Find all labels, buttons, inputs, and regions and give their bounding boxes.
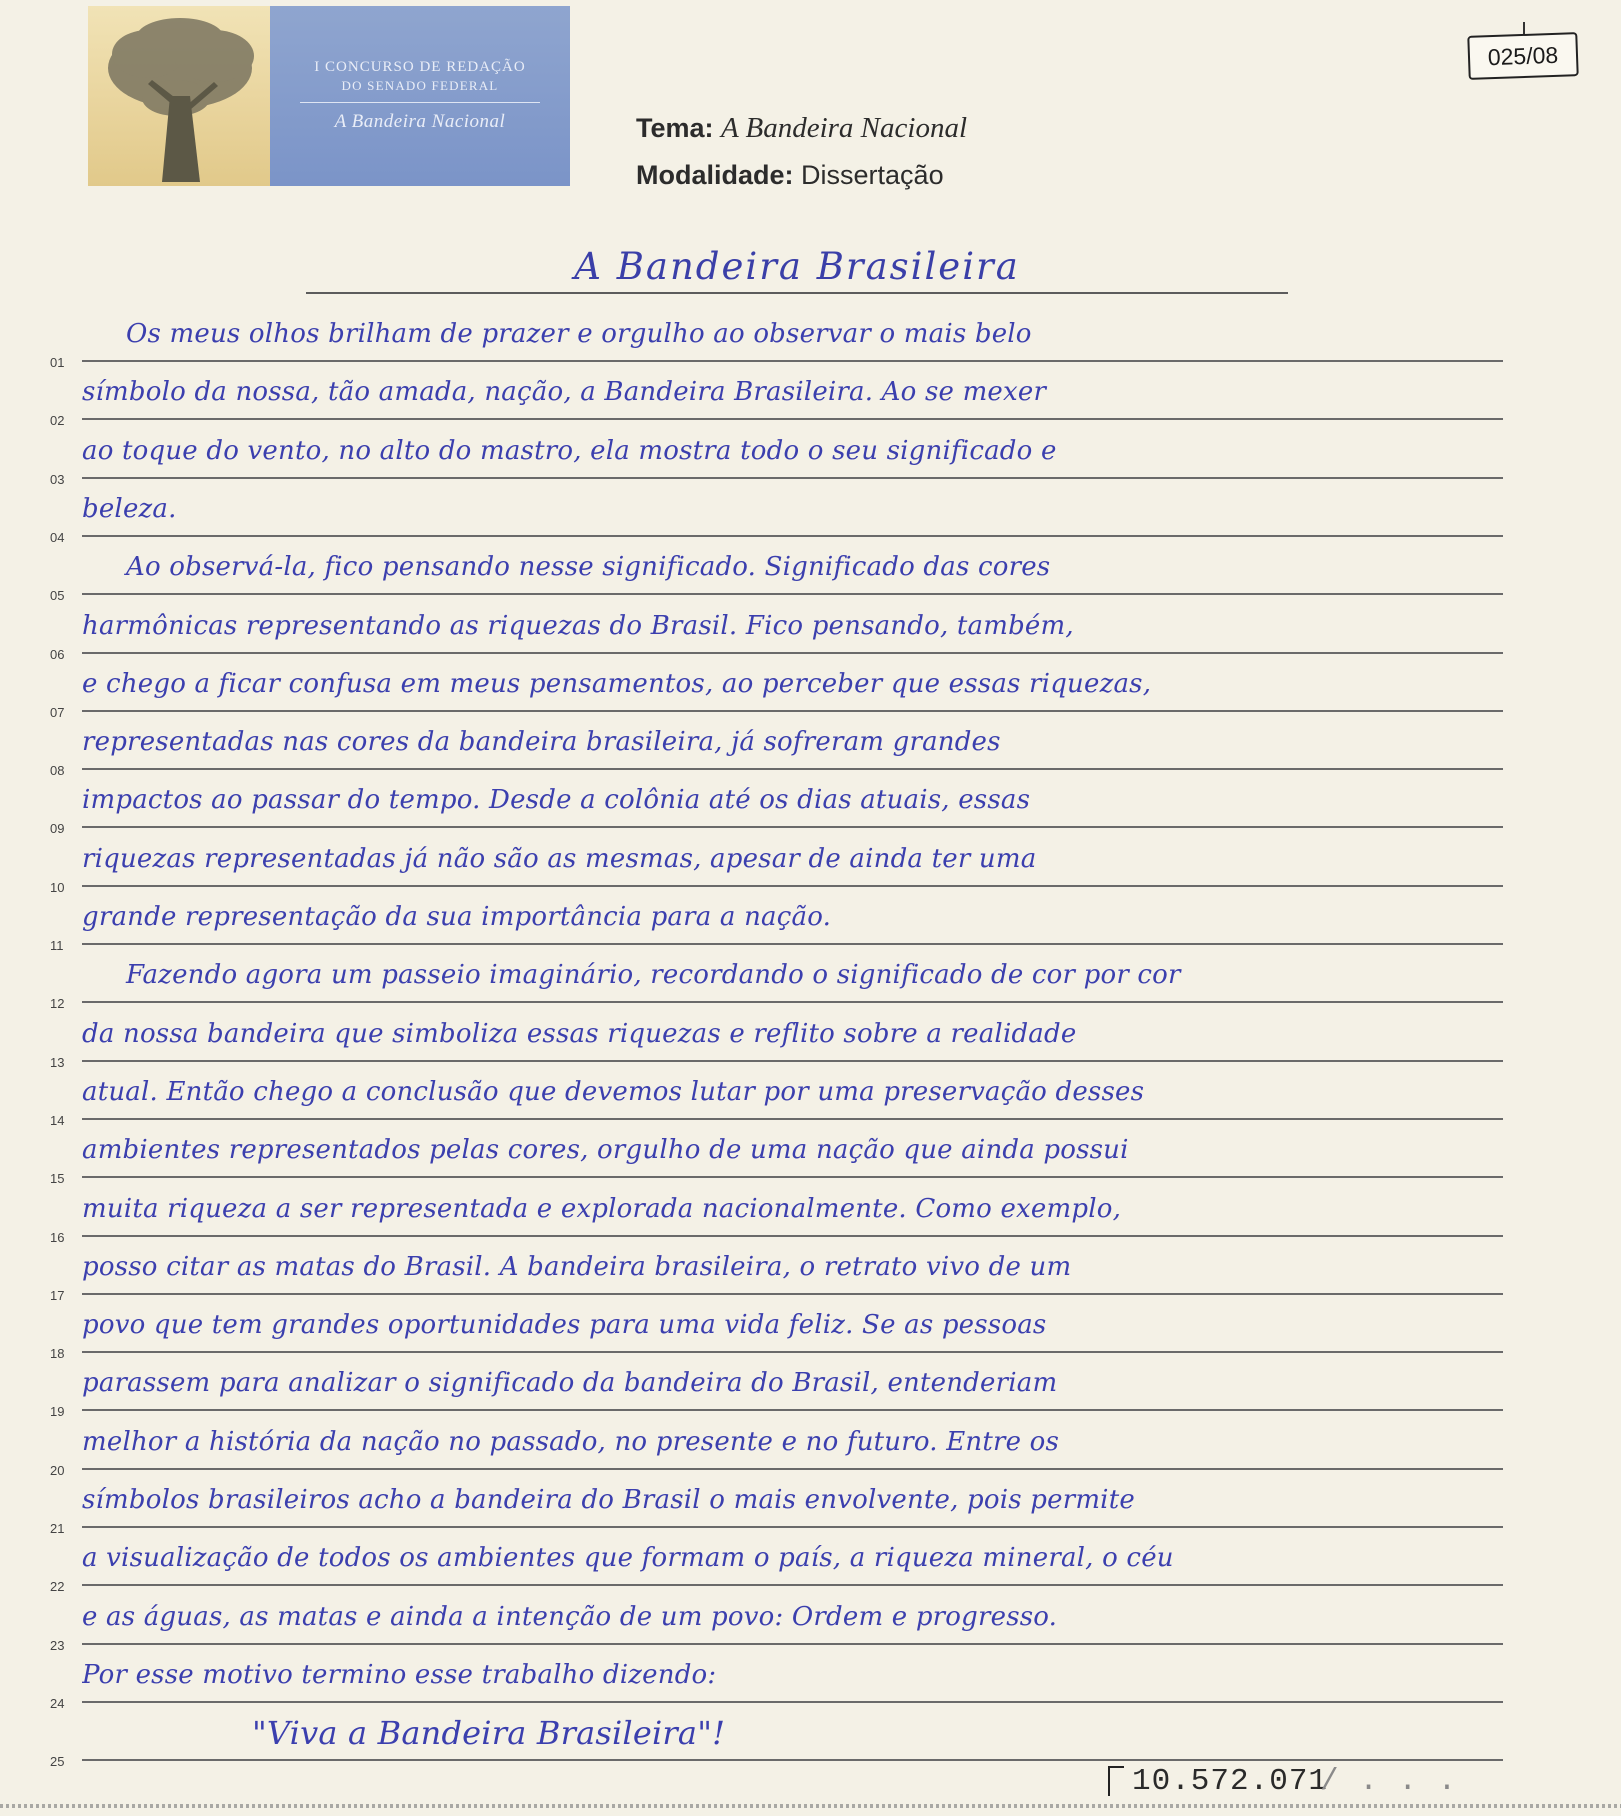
line-text: e as águas, as matas e ainda a intenção de um povo: Ordem e progresso. xyxy=(82,1601,1058,1632)
logo-theme: A Bandeira Nacional xyxy=(334,111,506,132)
line-number: 02 xyxy=(50,413,65,429)
line-text: Fazendo agora um passeio imaginário, recordando o significado de cor por cor xyxy=(126,960,1181,991)
essay-line xyxy=(0,1295,1621,1362)
line-text: Por esse motivo termino esse trabalho dizendo: xyxy=(82,1659,717,1690)
essay-line xyxy=(0,304,1621,370)
line-text: beleza. xyxy=(82,493,177,524)
essay-line xyxy=(0,537,1621,604)
registration-stamp xyxy=(1108,1760,1468,1810)
line-number: 09 xyxy=(50,821,65,837)
line-text: muita riqueza a ser representada e explorada nacionalmente. Como exemplo, xyxy=(82,1193,1122,1224)
line-text: posso citar as matas do Brasil. A bandeira brasileira, o retrato vivo de um xyxy=(82,1251,1072,1282)
modalidade-label: Modalidade: xyxy=(636,160,794,190)
essay-line xyxy=(0,421,1621,487)
registration-number: 10.572.071 xyxy=(1132,1764,1329,1799)
essay-line xyxy=(0,1062,1621,1128)
essay-line xyxy=(0,712,1621,779)
essay-line xyxy=(0,1470,1621,1536)
essay-line xyxy=(0,1412,1621,1478)
line-number: 17 xyxy=(50,1287,65,1303)
line-text: povo que tem grandes oportunidades para uma vida feliz. Se as pessoas xyxy=(82,1310,1047,1341)
line-number: 01 xyxy=(50,355,65,370)
essay-line xyxy=(0,1353,1621,1420)
line-text: representadas nas cores da bandeira brasileira, já sofreram grandes xyxy=(82,727,1001,758)
essay-line xyxy=(0,1179,1621,1245)
line-text: melhor a história da nação no passado, no presente e no futuro. Entre os xyxy=(82,1426,1060,1457)
line-text: grande representação da sua importância para a nação. xyxy=(82,902,832,932)
line-text: parassem para analizar o significado da bandeira do Brasil, entenderiam xyxy=(82,1368,1058,1399)
line-number: 13 xyxy=(50,1054,65,1070)
essay-line xyxy=(0,945,1621,1012)
essay-line xyxy=(0,829,1621,895)
line-text: harmônicas representando as riquezas do Brasil. Fico pensando, também, xyxy=(82,610,1074,641)
line-number: 06 xyxy=(50,646,65,662)
essay-title: A Bandeira Brasileira xyxy=(574,245,1020,288)
line-text: da nossa bandeira que simboliza essas riquezas e reflito sobre a realidade xyxy=(82,1018,1077,1049)
essay-line xyxy=(0,1120,1621,1187)
registration-suffix: / . . . xyxy=(1320,1764,1458,1799)
logo-text-panel xyxy=(270,6,570,186)
essay-line xyxy=(0,362,1621,429)
line-number: 11 xyxy=(50,938,64,953)
essay-line xyxy=(0,1703,1621,1770)
line-text: símbolo da nossa, tão amada, nação, a Bandeira Brasileira. Ao se mexer xyxy=(82,377,1047,408)
tree-logo-icon xyxy=(88,6,270,186)
modalidade-value: Dissertação xyxy=(801,160,944,190)
line-text: Ao observá-la, fico pensando nesse significado. Significado das cores xyxy=(126,552,1051,583)
line-number: 03 xyxy=(50,471,65,487)
tema-value: A Bandeira Nacional xyxy=(721,112,967,144)
code-stamp: 025/08 xyxy=(1467,32,1578,80)
essay-line xyxy=(0,1645,1621,1711)
essay-line xyxy=(0,1237,1621,1303)
line-number: 04 xyxy=(50,529,65,545)
line-number: 18 xyxy=(50,1346,65,1362)
line-text: a visualização de todos os ambientes que formam o país, a riqueza mineral, o céu xyxy=(82,1543,1174,1574)
line-number: 08 xyxy=(50,763,65,779)
logo-subtitle: DO SENADO FEDERAL xyxy=(341,78,499,93)
logo-title: I CONCURSO DE REDAÇÃO xyxy=(314,59,526,75)
essay-line xyxy=(0,596,1621,662)
tema-label: Tema: xyxy=(636,113,714,143)
contest-logo xyxy=(88,6,570,186)
line-text: símbolos brasileiros acho a bandeira do Brasil o mais envolvente, pois permite xyxy=(82,1485,1135,1515)
title-rule xyxy=(306,292,1288,294)
line-text: riquezas representadas já não são as mesmas, apesar de ainda ter uma xyxy=(82,843,1037,874)
essay-line xyxy=(0,479,1621,545)
line-text: ambientes representados pelas cores, orgulho de uma nação que ainda possui xyxy=(82,1135,1129,1166)
line-text: e chego a ficar confusa em meus pensamentos, ao perceber que essas riquezas, xyxy=(82,668,1152,699)
line-number: 20 xyxy=(50,1462,65,1478)
essay-meta xyxy=(636,112,967,208)
essay-line xyxy=(0,770,1621,837)
essay-line xyxy=(0,1587,1621,1653)
tema-row xyxy=(636,112,967,160)
line-text: Os meus olhos brilham de prazer e orgulho ao observar o mais belo xyxy=(126,319,1032,349)
line-number: 24 xyxy=(50,1695,65,1711)
logo-divider xyxy=(300,102,540,103)
line-number: 12 xyxy=(50,996,65,1012)
line-number: 15 xyxy=(50,1171,65,1187)
stamp-tick xyxy=(1523,22,1525,34)
line-number: 19 xyxy=(50,1404,65,1420)
line-number: 23 xyxy=(50,1637,65,1653)
line-text: ao toque do vento, no alto do mastro, ela mostra todo o seu significado e xyxy=(82,435,1057,466)
line-number: 14 xyxy=(50,1112,65,1128)
modalidade-row xyxy=(636,160,967,208)
essay-line xyxy=(0,1004,1621,1070)
essay-line xyxy=(0,1528,1621,1595)
line-number: 07 xyxy=(50,704,65,720)
essay-line xyxy=(0,887,1621,953)
line-number: 21 xyxy=(50,1521,65,1536)
line-number: 10 xyxy=(50,879,65,895)
line-text: impactos ao passar do tempo. Desde a colônia até os dias atuais, essas xyxy=(82,785,1031,816)
essay-line xyxy=(0,654,1621,720)
line-number: 22 xyxy=(50,1579,65,1595)
line-text: "Viva a Bandeira Brasileira"! xyxy=(252,1714,726,1753)
line-number: 25 xyxy=(50,1754,65,1770)
line-number: 16 xyxy=(50,1229,65,1245)
line-text: atual. Então chego a conclusão que devemos lutar por uma preservação desses xyxy=(82,1076,1145,1107)
line-number: 05 xyxy=(50,588,65,604)
page-edge xyxy=(0,1804,1621,1808)
